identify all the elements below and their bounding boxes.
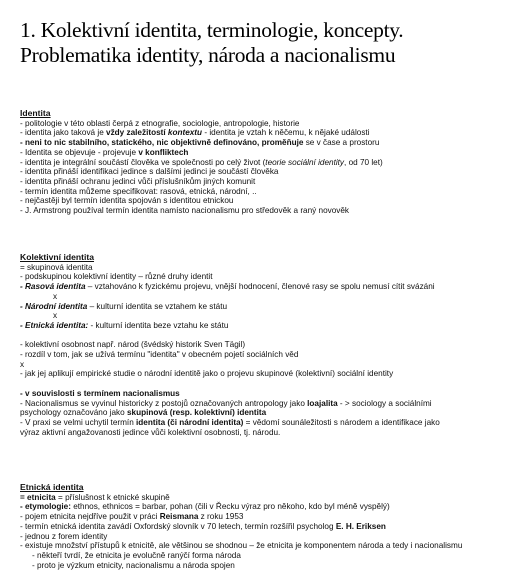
text-line: - existuje množství přístupů k etnicitě, ale většinou se shodnou – že etnicita je komponentem národa a tedy i nacionalismu xyxy=(20,541,463,551)
spacer xyxy=(20,331,515,341)
text-line: - Rasová identita – vztahováno k fyzickému projevu, vnější hodnocení, členové rasy se spolu nemusí cítit svázáni xyxy=(20,282,435,292)
text-line: - neni to nic stabilního, statického, nic objektivně definováno, proměňuje se v čase a prostoru xyxy=(20,138,380,148)
text-line: - J. Armstrong používal termín identita namísto nacionalismu pro středověk a raný novověk xyxy=(20,206,350,216)
section-heading-kolektivni: Kolektivní identita xyxy=(20,252,95,262)
title-line-1: 1. Kolektivní identita, terminologie, koncepty. xyxy=(20,18,404,42)
section-kolektivni-identita xyxy=(20,253,515,437)
text-line: - nejčastěji byl termín identita spojován s identitou etnickou xyxy=(20,196,234,206)
text-line: = etnicita = příslušnost k etnické skupině xyxy=(20,492,170,502)
text-line: - identita jako taková je vždy zaležitostí kontextu - identita je vztah k něčemu, k nějaké události xyxy=(20,128,370,138)
text-line: - etymologie: ethnos, ethnicos = barbar, pohan (čili v Řecku výraz pro někoho, kdo byl méně vyspělý) xyxy=(20,502,390,512)
section-heading-identita: Identita xyxy=(20,108,51,118)
text-line: - proto je výzkum etnicity, nacionalismu a národa spojen xyxy=(32,560,235,570)
text-line: - v souvislosti s termínem nacionalismus xyxy=(20,388,180,398)
section-etnicka-identita xyxy=(20,483,515,570)
text-line: = skupinová identita xyxy=(20,262,93,272)
text-line: x xyxy=(20,359,25,369)
text-line: - identita je integrální součástí člověka ve společnosti po celý život (teorie sociální identity, od 70 let) xyxy=(20,157,383,167)
text-line: - identita přináší ochranu jedinci vůči příslušníkům jiných komunit xyxy=(20,176,256,186)
text-line: - V praxi se velmi uchytil termín identita (či národní identita) = vědomí sounáležitosti s národem a identifikace jako xyxy=(20,417,440,427)
text-line: - pojem etnicita nejdříve použit v práci Reismana z roku 1953 xyxy=(20,512,244,522)
text-line: - Identita se objevuje - projevuje v konfliktech xyxy=(20,147,189,157)
text-line: x xyxy=(53,311,58,321)
text-line: - Etnická identita: - kulturní identita beze vztahu ke státu xyxy=(20,320,229,330)
text-line: x xyxy=(53,291,58,301)
text-line: - rozdíl v tom, jak se užívá termínu "identita" v obecném pojetí sociálních věd xyxy=(20,350,299,360)
page-title xyxy=(20,18,515,68)
text-line: - termín identita můžeme specifikovat: rasová, etnická, národní, .. xyxy=(20,186,257,196)
text-line: psychology označováno jako skupinová (resp. kolektivní) identita xyxy=(20,408,267,418)
text-line: - termín etnická identita zavádí Oxfordský slovník v 70 letech, termín rozšířil psycholog E. H. Eriksen xyxy=(20,521,386,531)
text-line: - podskupinou kolektivní identity – různé druhy identit xyxy=(20,272,213,282)
text-line: - Nacionalismus se vyvinul historicky z postojů označovaných antropology jako loajalita - > sociology a sociálními xyxy=(20,398,432,408)
text-line: - jak jej aplikují empirické studie o národní identitě jako o projevu skupinové (kolektivní) sociální identity xyxy=(20,369,394,379)
spacer xyxy=(20,379,515,389)
section-heading-etnicka: Etnická identita xyxy=(20,482,84,492)
title-line-2: Problematika identity, národa a nacionalismu xyxy=(20,43,396,67)
text-line: výraz aktivní angažovanosti jedince vůči kolektivní osobnosti, tj. národu. xyxy=(20,427,281,437)
text-line: - někteří tvrdí, že etnicita je evolučně ranýčí forma národa xyxy=(32,550,241,560)
text-line: - politologie v této oblasti čerpá z etnografie, sociologie, antropologie, historie xyxy=(20,118,300,128)
text-line: - jednou z forem identity xyxy=(20,531,108,541)
text-line: - identita přináší identifikaci jedince s dalšími jedinci je součástí člověka xyxy=(20,167,279,177)
section-identita xyxy=(20,109,515,216)
text-line: - kolektivní osobnost např. národ (švédský historik Sven Tägil) xyxy=(20,340,246,350)
text-line: - Národní identita – kulturní identita se vztahem ke státu xyxy=(20,301,228,311)
